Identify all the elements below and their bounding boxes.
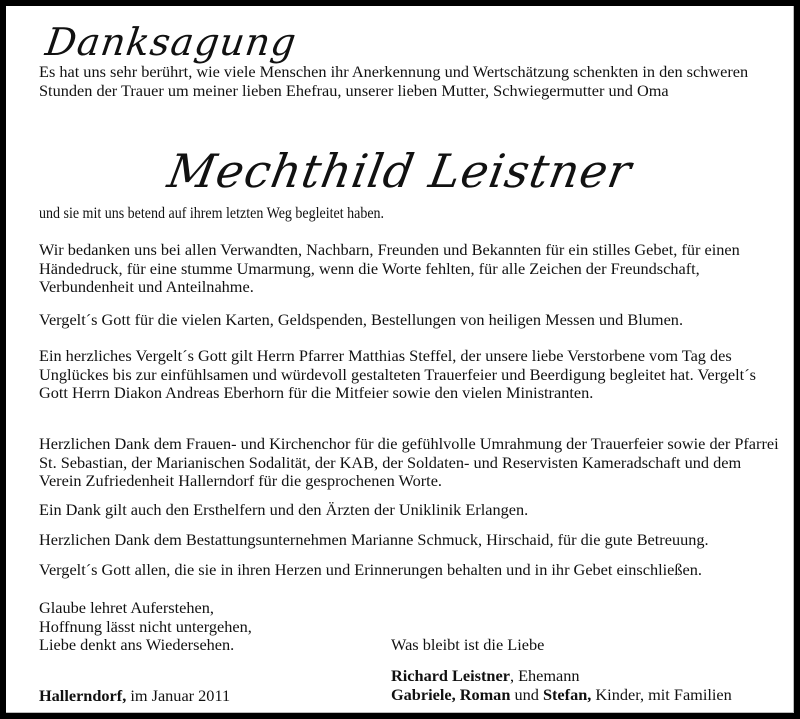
poem bbox=[39, 599, 252, 655]
thanks-paragraph: Ein herzliches Vergelt´s Gott gilt Herrn Pfarrer Matthias Steffel, der unsere liebe Verstorbene vom Tag des Unglückes bis zur einfühlsamen und würdevoll gestalteten Trauerfeier und Beerdigung begleitet hat. Vergelt´s Gott Herrn Diakon Andreas Eberhorn für die Mitfeier sowie den vielen Ministranten. bbox=[39, 346, 756, 403]
notice-title: Danksagung bbox=[42, 20, 300, 64]
thanks-paragraph: Vergelt´s Gott für die vielen Karten, Geldspenden, Bestellungen von heiligen Messen und Blumen. bbox=[39, 310, 684, 329]
signers bbox=[391, 667, 732, 704]
thanks-paragraph: Ein Dank gilt auch den Ersthelfern und den Ärzten der Uniklinik Erlangen. bbox=[39, 500, 529, 519]
notice-frame bbox=[6, 6, 794, 713]
thanks-paragraph: Vergelt´s Gott allen, die sie in ihren Herzen und Erinnerungen behalten und in ihr Gebet einschließen. bbox=[39, 560, 702, 579]
poem-line: Glaube lehret Auferstehen, bbox=[39, 598, 214, 617]
signer-relation: , Ehemann bbox=[509, 666, 580, 685]
signer-name: Gabriele, Roman bbox=[391, 684, 511, 704]
thanks-paragraph: Herzlichen Dank dem Frauen- und Kirchenchor für die gefühlvolle Umrahmung der Trauerfeier sowie der Pfarrei St. Sebastian, der Marianischen Sodalität, der KAB, der Soldaten- und Reservisten Kameradschaft und dem Verein Zufriedenheit Hallerndorf für die gesprochenen Worte. bbox=[39, 434, 779, 491]
signer-line bbox=[391, 686, 732, 705]
poem-line: Hoffnung lässt nicht untergehen, bbox=[39, 616, 252, 636]
signer-name: Richard Leistner bbox=[391, 666, 510, 685]
place-name: Hallerndorf, bbox=[39, 686, 127, 705]
signer-relation: Kinder, mit Familien bbox=[591, 684, 732, 704]
thanks-paragraph: Herzlichen Dank dem Bestattungsunternehmen Marianne Schmuck, Hirschaid, für die gute Betreuung. bbox=[39, 530, 709, 549]
conjunction: und bbox=[510, 684, 543, 704]
date-text: im Januar 2011 bbox=[126, 686, 231, 705]
poem-line: Liebe denkt ans Wiedersehen. bbox=[39, 635, 235, 655]
after-name-paragraph: und sie mit uns betend auf ihrem letzten Weg begleitet haben. bbox=[39, 203, 385, 222]
signer-name: Stefan, bbox=[542, 684, 592, 704]
deceased-name: Mechthild Leistner bbox=[163, 144, 637, 198]
place-date bbox=[39, 686, 230, 706]
intro-paragraph: Es hat uns sehr berührt, wie viele Menschen ihr Anerkennung und Wertschätzung schenkten in den schweren Stunden der Trauer um meiner lieben Ehefrau, unserer lieben Mutter, Schwiegermutter und Oma bbox=[39, 62, 749, 100]
motto: Was bleibt ist die Liebe bbox=[391, 635, 545, 654]
signer-line bbox=[391, 667, 732, 686]
thanks-paragraph: Wir bedanken uns bei allen Verwandten, Nachbarn, Freunden und Bekannten für ein stilles Gebet, für einen Händedruck, für eine stumme Umarmung, wenn die Worte fehlten, für alle Zeichen der Freundschaft, Verbundenheit und Anteilnahme. bbox=[39, 240, 740, 297]
